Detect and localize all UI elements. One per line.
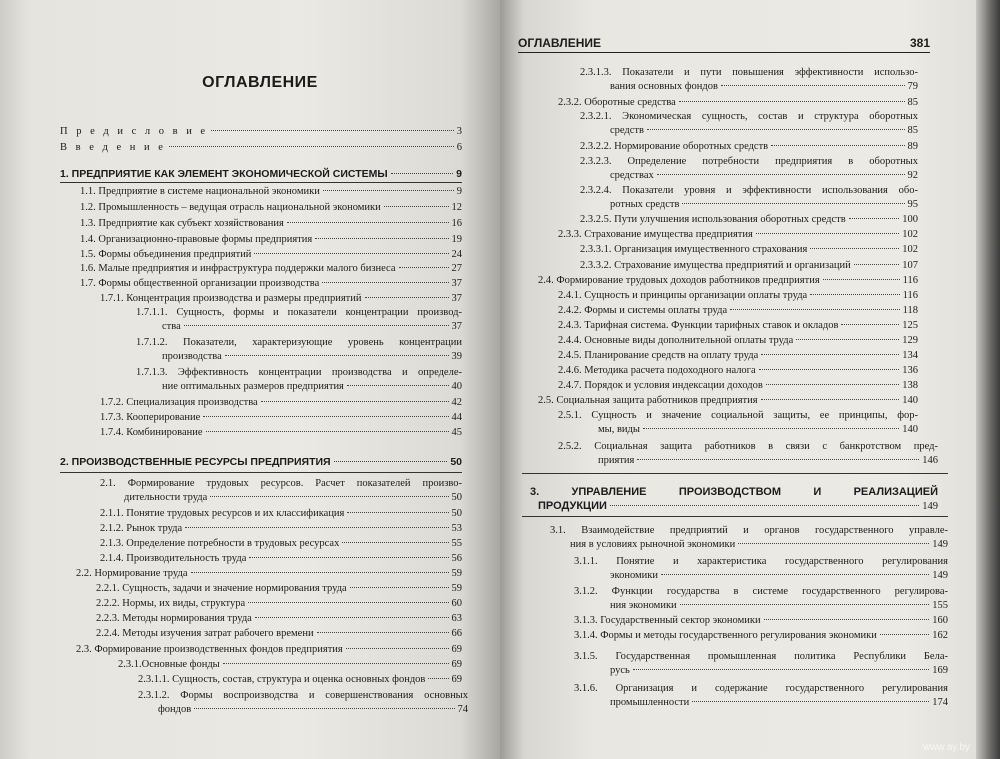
dot-leader (428, 678, 448, 679)
dot-leader (206, 431, 449, 432)
toc-page-number: 40 (451, 381, 462, 392)
dot-leader (679, 101, 905, 102)
toc-entry-title: 2.4.7. Порядок и условия индексации доходов (558, 380, 763, 391)
dot-leader (610, 505, 919, 506)
toc-entry-title: 1.1. Предприятие в системе национальной экономики (80, 186, 320, 197)
toc-entry-text-line: 2.3.1.3. Показатели и пути повышения эффективности использо- (580, 67, 918, 78)
toc-entry-title: фондов (158, 704, 192, 715)
toc-entry-text-line: 2.1. Формирование трудовых ресурсов. Расчет показателей произво- (100, 478, 462, 489)
dot-leader (225, 355, 449, 356)
toc-entry-title: 2.4.1. Сущность и принципы организации оплаты труда (558, 290, 808, 301)
toc-page-number: 125 (902, 320, 918, 331)
dot-leader (249, 557, 448, 558)
dot-leader (657, 174, 905, 175)
dot-leader (680, 604, 930, 605)
toc-entry-title: 2.3.2.5. Пути улучшения использования оборотных средств (580, 214, 846, 225)
toc-entry-title: 2.1.1. Понятие трудовых ресурсов и их классификация (100, 508, 345, 519)
dot-leader (254, 253, 448, 254)
toc-page-number: 160 (932, 615, 948, 626)
toc-entry-text-line: 1.7.1.2. Показатели, характеризующие уровень концентрации (136, 337, 462, 348)
toc-page-number: 134 (902, 350, 918, 361)
toc-entry (558, 289, 918, 303)
dot-leader (633, 669, 929, 670)
toc-entry (80, 217, 462, 231)
toc-entry (558, 228, 918, 242)
dot-leader (384, 206, 449, 207)
dot-leader (761, 354, 899, 355)
toc-page-number: 59 (451, 583, 462, 594)
dot-leader (342, 542, 448, 543)
toc-entry-title: 2.4.5. Планирование средств на оплату труда (558, 350, 759, 361)
toc-entry-title: 2.1.2. Рынок труда (100, 523, 183, 534)
toc-entry (574, 614, 948, 628)
toc-entry (538, 394, 918, 408)
toc-entry (580, 243, 918, 257)
toc-entry (100, 292, 462, 306)
toc-entry-title: 2.4.3. Тарифная система. Функции тарифных ставок и окладов (558, 320, 839, 331)
toc-entry-title: вания основных фондов (610, 81, 718, 92)
right-page (500, 0, 976, 759)
toc-page-number: 50 (451, 492, 462, 503)
toc-entry-title: 1.2. Промышленность – ведущая отрасль национальной экономики (80, 202, 381, 213)
toc-entry (138, 689, 468, 717)
toc-entry (60, 125, 462, 139)
toc-entry (60, 141, 462, 155)
dot-leader (191, 572, 449, 573)
toc-page-number: 42 (451, 397, 462, 408)
toc-entry (76, 567, 462, 581)
dot-leader (771, 145, 904, 146)
running-title: ОГЛАВЛЕНИЕ (518, 36, 602, 50)
toc-entry (118, 658, 462, 672)
toc-entry-title: 2.4.2. Формы и системы оплаты труда (558, 305, 728, 316)
section-rule (522, 473, 948, 474)
dot-leader (255, 617, 449, 618)
toc-page-number: 69 (451, 644, 462, 655)
toc-entry-title: промышленности (610, 697, 690, 708)
toc-entry-text-line: 2.3.2.1. Экономическая сущность, состав и структура оборотных (580, 111, 918, 122)
dot-leader (796, 339, 899, 340)
toc-entry (100, 426, 462, 440)
toc-entry-title: 2.3.1.1. Сущность, состав, структура и оценка основных фондов (138, 674, 426, 685)
toc-entry-text-line: 2.5.2. Социальная защита работников в связи с банкротством пред- (558, 441, 938, 452)
toc-entry (558, 96, 918, 110)
toc-page-number: 45 (451, 427, 462, 438)
dot-leader (823, 279, 900, 280)
toc-entry (550, 524, 948, 552)
toc-entry-title: 2.2.4. Методы изучения затрат рабочего времени (96, 628, 314, 639)
toc-page-number: 116 (902, 290, 918, 301)
dot-leader (841, 324, 899, 325)
toc-entry-title: П р е д и с л о в и е (60, 126, 209, 137)
book-edge (976, 0, 1000, 759)
toc-entry-title: 3.1.3. Государственный сектор экономики (574, 615, 761, 626)
dot-leader (322, 282, 448, 283)
dot-leader (637, 459, 919, 460)
toc-page-number: 129 (902, 335, 918, 346)
toc-entry (580, 213, 918, 227)
toc-entry-title: 1.5. Формы объединения предприятий (80, 249, 252, 260)
toc-entry (558, 334, 918, 348)
toc-entry-text-line: 3.1.2. Функции государства в системе государственного регулирова- (574, 586, 948, 597)
toc-entry-title: русь (610, 665, 630, 676)
toc-entry-title: ние оптимальных размеров предприятия (162, 381, 344, 392)
toc-page-number: 37 (451, 293, 462, 304)
dot-leader (643, 428, 899, 429)
dot-leader (317, 632, 449, 633)
toc-page-number: 89 (907, 141, 918, 152)
toc-entry-title: 2.3.2.2. Нормирование оборотных средств (580, 141, 769, 152)
toc-entry-title: ния экономики (610, 600, 677, 611)
dot-leader (315, 238, 448, 239)
toc-page-number: 155 (932, 600, 948, 611)
dot-leader (738, 543, 929, 544)
toc-entry (538, 274, 918, 288)
toc-page-number: 55 (451, 538, 462, 549)
dot-leader (647, 129, 905, 130)
dot-leader (756, 233, 899, 234)
toc-page-number: 50 (450, 456, 462, 468)
toc-entry (580, 110, 918, 138)
toc-page-number: 69 (451, 659, 462, 670)
toc-entry (574, 650, 948, 678)
toc-entry-title: 2.2.3. Методы нормирования труда (96, 613, 252, 624)
dot-leader (287, 222, 449, 223)
toc-entry-text-line: 3.1. Взаимодействие предприятий и органов государственного управле- (550, 525, 948, 536)
toc-entry (60, 167, 462, 181)
toc-entry-title: 2.2.2. Нормы, их виды, структура (96, 598, 246, 609)
toc-page-number: 100 (902, 214, 918, 225)
toc-entry (96, 612, 462, 626)
toc-page-number: 174 (932, 697, 948, 708)
toc-page-number: 19 (451, 234, 462, 245)
toc-page-number: 149 (932, 570, 948, 581)
toc-entry-title: 1.7.2. Специализация производства (100, 397, 258, 408)
right-toc (500, 0, 976, 759)
dot-leader (365, 297, 449, 298)
dot-leader (169, 146, 454, 147)
toc-entry (580, 184, 918, 212)
toc-entry-title: 2.4.6. Методика расчета подоходного налога (558, 365, 756, 376)
toc-page-number: 37 (451, 321, 462, 332)
toc-entry-title: 2.3.3.2. Страхование имущества предприятий и организаций (580, 260, 851, 271)
toc-entry (80, 277, 462, 291)
toc-entry-title: 1.3. Предприятие как субъект хозяйствования (80, 218, 284, 229)
toc-entry-title: 1.7.3. Кооперирование (100, 412, 201, 423)
toc-entry (100, 507, 462, 521)
toc-page-number: 27 (451, 263, 462, 274)
dot-leader (210, 496, 448, 497)
toc-entry (580, 259, 918, 273)
toc-entry (558, 409, 918, 437)
toc-entry (100, 411, 462, 425)
toc-page-number: 136 (902, 365, 918, 376)
toc-page-number: 16 (451, 218, 462, 229)
toc-page-number: 138 (902, 380, 918, 391)
toc-page-number: 50 (451, 508, 462, 519)
dot-leader (810, 248, 899, 249)
toc-entry (80, 233, 462, 247)
toc-entry-text-line: 3. УПРАВЛЕНИЕ ПРОИЗВОДСТВОМ И РЕАЛИЗАЦИЕЙ (530, 486, 938, 498)
toc-entry (574, 585, 948, 613)
toc-page-number: 12 (451, 202, 462, 213)
dot-leader (211, 130, 454, 131)
toc-page-number: 66 (451, 628, 462, 639)
toc-entry-text-line: 2.3.2.3. Определение потребности предприятия в оборотных (580, 156, 918, 167)
toc-entry (580, 140, 918, 154)
toc-entry-title: 2.2.1. Сущность, задачи и значение нормирования труда (96, 583, 347, 594)
dot-leader (347, 512, 448, 513)
toc-entry-title: 2.3.1.Основные фонды (118, 659, 220, 670)
dot-leader (854, 264, 900, 265)
toc-page-number: 107 (902, 260, 918, 271)
toc-page-number: 24 (451, 249, 462, 260)
toc-page-number: 169 (932, 665, 948, 676)
watermark: www.ay.by (922, 742, 970, 753)
toc-entry (96, 627, 462, 641)
toc-page-number: 6 (456, 142, 462, 153)
toc-title: ОГЛАВЛЕНИЕ (202, 74, 318, 91)
toc-page-number: 37 (451, 278, 462, 289)
dot-leader (721, 85, 905, 86)
toc-page-number: 74 (457, 704, 468, 715)
toc-page-number: 85 (907, 125, 918, 136)
toc-page-number: 3 (456, 126, 462, 137)
toc-entry (138, 673, 462, 687)
toc-entry-text-line: 3.1.6. Организация и содержание государственного регулирования (574, 683, 948, 694)
toc-entry-title: 3.1.4. Формы и методы государственного регулирования экономики (574, 630, 877, 641)
dot-leader (347, 385, 449, 386)
toc-entry-title: 2.4.4. Основные виды дополнительной оплаты труда (558, 335, 794, 346)
toc-entry-title: 2.2. Нормирование труда (76, 568, 188, 579)
section-rule (60, 182, 462, 183)
toc-page-number: 79 (907, 81, 918, 92)
dot-leader (261, 401, 449, 402)
toc-entry-title: ротных средств (610, 199, 680, 210)
toc-entry-title: 2.3.2. Оборотные средства (558, 97, 676, 108)
dot-leader (223, 663, 449, 664)
toc-entry (558, 379, 918, 393)
dot-leader (682, 203, 904, 204)
toc-entry (574, 682, 948, 710)
toc-page-number: 9 (456, 168, 462, 180)
toc-entry-title: производства (162, 351, 222, 362)
toc-page-number: 92 (907, 170, 918, 181)
toc-entry (80, 185, 462, 199)
toc-entry-title: ПРОДУКЦИИ (538, 500, 607, 512)
toc-page-number: 140 (902, 424, 918, 435)
toc-page-number: 44 (451, 412, 462, 423)
toc-entry-title: средств (610, 125, 644, 136)
toc-entry-title: ства (162, 321, 181, 332)
toc-entry (574, 629, 948, 643)
toc-page-number: 85 (907, 97, 918, 108)
toc-entry-text-line: 2.3.2.4. Показатели уровня и эффективности использования обо- (580, 185, 918, 196)
toc-entry-title: 1.7.4. Комбинирование (100, 427, 203, 438)
section-rule (60, 472, 462, 473)
toc-entry (558, 364, 918, 378)
toc-entry-title: мы, виды (598, 424, 640, 435)
toc-page-number: 56 (451, 553, 462, 564)
toc-entry-title: 2. ПРОИЗВОДСТВЕННЫЕ РЕСУРСЫ ПРЕДПРИЯТИЯ (60, 456, 331, 468)
toc-entry-text-line: 3.1.1. Понятие и характеристика государственного регулирования (574, 556, 948, 567)
toc-page-number: 162 (932, 630, 948, 641)
toc-page-number: 69 (451, 674, 462, 685)
toc-entry (558, 440, 938, 468)
toc-entry (558, 349, 918, 363)
toc-entry-title: 2.3. Формирование производственных фондов предприятия (76, 644, 343, 655)
dot-leader (334, 461, 448, 462)
dot-leader (346, 648, 449, 649)
toc-entry-title: 1.7.1. Концентрация производства и размеры предприятий (100, 293, 362, 304)
toc-entry-title: 2.1.3. Определение потребности в трудовых ресурсах (100, 538, 340, 549)
toc-entry-text-line: 2.3.1.2. Формы воспроизводства и совершенствования основных (138, 690, 468, 701)
dot-leader (849, 218, 900, 219)
toc-page-number: 102 (902, 229, 918, 240)
toc-entry-title: 2.3.3. Страхование имущества предприятия (558, 229, 753, 240)
toc-page-number: 95 (907, 199, 918, 210)
toc-entry-title: ния в условиях рыночной экономики (570, 539, 736, 550)
dot-leader (184, 325, 449, 326)
toc-entry (100, 522, 462, 536)
toc-entry (558, 304, 918, 318)
toc-page-number: 116 (902, 275, 918, 286)
dot-leader (399, 267, 449, 268)
toc-entry (136, 366, 462, 394)
toc-entry-title: 1.4. Организационно-правовые формы предприятия (80, 234, 313, 245)
toc-entry-text-line: 2.5.1. Сущность и значение социальной защиты, ее принципы, фор- (558, 410, 918, 421)
toc-entry-title: дительности труда (124, 492, 208, 503)
toc-entry (580, 155, 918, 183)
toc-entry-text-line: 1.7.1.3. Эффективность концентрации производства и определе- (136, 367, 462, 378)
toc-entry-title: 1.6. Малые предприятия и инфраструктура поддержки малого бизнеса (80, 263, 396, 274)
dot-leader (692, 701, 929, 702)
dot-leader (766, 384, 899, 385)
toc-page-number: 118 (902, 305, 918, 316)
dot-leader (194, 708, 454, 709)
toc-entry (136, 306, 462, 334)
section-rule (522, 516, 948, 517)
toc-page-number: 53 (451, 523, 462, 534)
dot-leader (323, 190, 454, 191)
toc-entry (574, 555, 948, 583)
running-page-number: 381 (909, 36, 930, 50)
toc-entry (76, 643, 462, 657)
toc-entry (580, 66, 918, 94)
toc-entry-title: экономики (610, 570, 658, 581)
toc-page-number: 9 (456, 186, 462, 197)
toc-entry (100, 396, 462, 410)
toc-page-number: 146 (922, 455, 938, 466)
toc-entry-title: 2.4. Формирование трудовых доходов работников предприятия (538, 275, 820, 286)
toc-entry (60, 455, 462, 469)
toc-entry-title: 2.3.3.1. Организация имущественного страхования (580, 244, 808, 255)
toc-entry (530, 485, 938, 514)
toc-entry (558, 319, 918, 333)
dot-leader (350, 587, 449, 588)
toc-page-number: 149 (932, 539, 948, 550)
dot-leader (730, 309, 899, 310)
running-header (518, 36, 930, 53)
dot-leader (880, 634, 929, 635)
dot-leader (391, 173, 454, 174)
dot-leader (764, 619, 930, 620)
toc-entry-title: В в е д е н и е (60, 142, 166, 153)
toc-entry-title: 2.5. Социальная защита работников предприятия (538, 395, 758, 406)
toc-entry (100, 552, 462, 566)
toc-entry-title: приятия (598, 455, 635, 466)
toc-page-number: 59 (451, 568, 462, 579)
toc-entry (80, 248, 462, 262)
dot-leader (661, 574, 929, 575)
toc-page-number: 149 (922, 501, 938, 512)
toc-entry (96, 582, 462, 596)
toc-page-number: 140 (902, 395, 918, 406)
toc-entry (80, 201, 462, 215)
dot-leader (185, 527, 448, 528)
toc-entry (136, 336, 462, 364)
toc-entry-title: 2.1.4. Производительность труда (100, 553, 247, 564)
toc-entry-title: средствах (610, 170, 654, 181)
toc-entry (100, 537, 462, 551)
toc-entry-text-line: 1.7.1.1. Сущность, формы и показатели концентрации производ- (136, 307, 462, 318)
toc-page-number: 39 (451, 351, 462, 362)
dot-leader (203, 416, 448, 417)
dot-leader (761, 399, 900, 400)
toc-entry-text-line: 3.1.5. Государственная промышленная политика Республики Бела- (574, 651, 948, 662)
toc-entry-title: 1. ПРЕДПРИЯТИЕ КАК ЭЛЕМЕНТ ЭКОНОМИЧЕСКОЙ СИСТЕМЫ (60, 168, 388, 180)
dot-leader (248, 602, 448, 603)
toc-page-number: 102 (902, 244, 918, 255)
toc-entry (100, 477, 462, 505)
dot-leader (810, 294, 899, 295)
toc-entry-title: 1.7. Формы общественной организации производства (80, 278, 320, 289)
dot-leader (759, 369, 900, 370)
toc-page-number: 60 (451, 598, 462, 609)
toc-entry (80, 262, 462, 276)
toc-page-number: 63 (451, 613, 462, 624)
toc-entry (96, 597, 462, 611)
